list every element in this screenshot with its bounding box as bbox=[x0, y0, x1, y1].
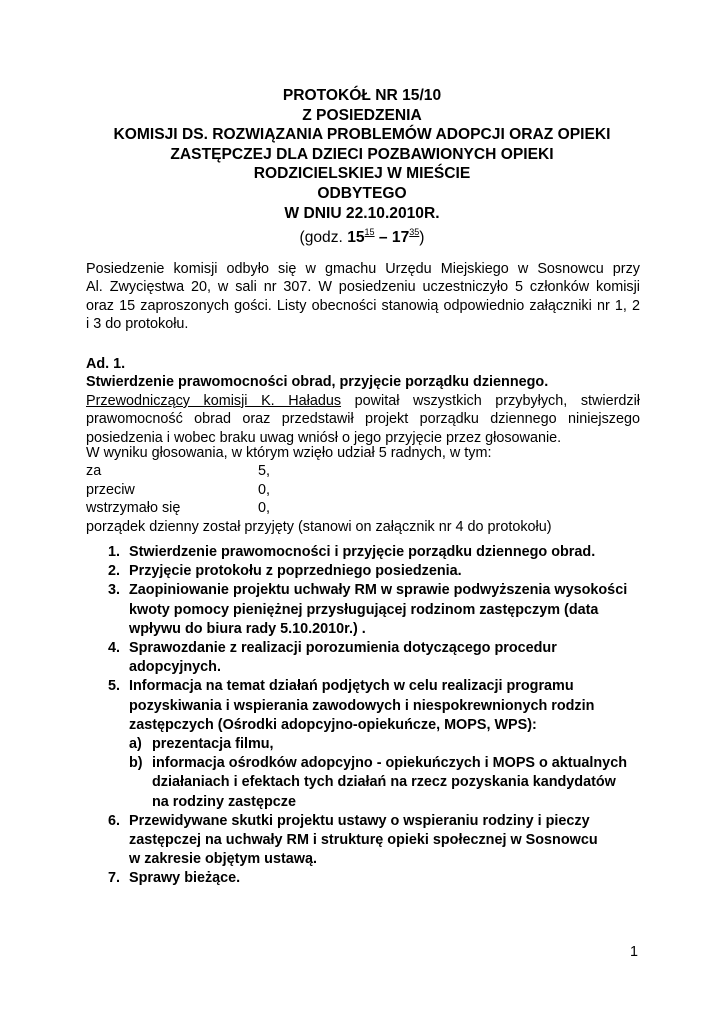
agenda-subitem: a) prezentacja filmu, bbox=[129, 736, 274, 753]
vote-result: porządek dzienny został przyjęty (stanowi on załącznik nr 4 do protokołu) bbox=[86, 518, 552, 535]
header-line: KOMISJI DS. ROZWIĄZANIA PROBLEMÓW ADOPCJI ORAZ OPIEKI bbox=[113, 126, 611, 144]
agenda-item: 1. Stwierdzenie prawomocności i przyjęcie porządku dziennego obrad. bbox=[108, 544, 596, 560]
header-line: ODBYTEGO bbox=[317, 184, 407, 202]
agenda-item: 4. Sprawozdanie z realizacji porozumienia dotyczącego procedur adopcyjnych. bbox=[108, 640, 557, 676]
vote-intro: W wyniku głosowania, w którym wzięło udział 5 radnych, w tym: bbox=[86, 445, 492, 461]
ad1-subheading: Stwierdzenie prawomocności obrad, przyjęcie porządku dziennego. bbox=[86, 374, 549, 391]
agenda-item: 3. Zaopiniowanie projektu uchwały RM w sprawie podwyższenia wysokości kwoty pomocy pieniężnej przysługującej rodzinom zastępczym (data wpływu do biura rady 5.10.2010r.) . bbox=[108, 582, 628, 637]
intro-line: oraz 15 zaproszonych gości. Listy obecności stanowią odpowiednio załączniki nr 1, 2 bbox=[86, 297, 640, 314]
ad1-heading: Ad. 1. bbox=[86, 356, 126, 372]
agenda-item: 5. Informacja na temat działań podjętych w celu realizacji programu pozyskiwania i wspierania zawodowych i niespokrewnionych rodzin zastępczych (Ośrodki adopcyjno-opiekuńcze, MOPS, WPS): a) prezentacja filmu, b) informacja ośrodków adopcyjno - opiekuńczych i MOPS o aktualnych działaniach i efektach tych działań na rzecz pozyskania kandydatów na rodziny zastępcze bbox=[108, 677, 648, 811]
meeting-date: W DNIU 22.10.2010R. bbox=[284, 204, 440, 222]
agenda-item: 7. Sprawy bieżące. bbox=[108, 870, 241, 887]
header-line: RODZICIELSKIEJ W MIEŚCIE bbox=[253, 165, 471, 183]
protocol-title: PROTOKÓŁ NR 15/10 bbox=[282, 87, 442, 104]
chairman-name: Przewodniczący komisji K. Haładus bbox=[86, 392, 342, 409]
page-number: 1 bbox=[629, 944, 638, 960]
meeting-hours: (godz. $15^{15} - 17^{35}$) bbox=[299, 227, 425, 247]
intro-line: i 3 do protokołu. bbox=[86, 316, 189, 333]
intro-paragraph bbox=[86, 260, 640, 334]
ad1-line: Przewodniczący komisji K. Haładus powitał wszystkich przybyłych, stwierdził bbox=[86, 392, 640, 409]
ad1-section bbox=[86, 355, 640, 447]
intro-line: Posiedzenie komisji odbyło się w gmachu Urzędu Miejskiego w Sosnowcu przy bbox=[86, 261, 640, 277]
intro-line: Al. Zwycięstwa 20, w sali nr 307. W posiedzeniu uczestniczyło 5 członków komisji bbox=[86, 279, 640, 296]
vote-row-against: przeciw 0, bbox=[86, 481, 271, 498]
vote-row-abstained: wstrzymało się 0, bbox=[86, 500, 271, 517]
agenda-item: 6. Przewidywane skutki projektu ustawy o wspieraniu rodziny i pieczy zastępczej na uchwały RM i strukturę opieki społecznej w Sosnowcu w zakresie objętym ustawą. bbox=[108, 812, 598, 868]
document-header bbox=[60, 86, 664, 248]
agenda-item: 2. Przyjęcie protokołu z poprzedniego posiedzenia. bbox=[108, 563, 462, 580]
header-line: Z POSIEDZENIA bbox=[302, 106, 422, 124]
agenda-subitem: b) informacja ośrodków adopcyjno - opiekuńczych i MOPS o aktualnych działaniach i efektach tych działań na rzecz pozyskania kandydatów na rodziny zastępcze bbox=[129, 755, 627, 810]
agenda-list bbox=[108, 543, 648, 889]
vote-row-for: za 5, bbox=[86, 463, 271, 480]
ad1-line: posiedzenia i wobec braku uwag wniósł o jego przyjęcie przez głosowanie. bbox=[86, 429, 562, 446]
ad1-line: prawomocność obrad oraz przedstawił projekt porządku dziennego niniejszego bbox=[86, 411, 640, 428]
vote-section bbox=[86, 444, 640, 536]
header-line: ZASTĘPCZEJ DLA DZIECI POZBAWIONYCH OPIEKI bbox=[170, 145, 554, 163]
